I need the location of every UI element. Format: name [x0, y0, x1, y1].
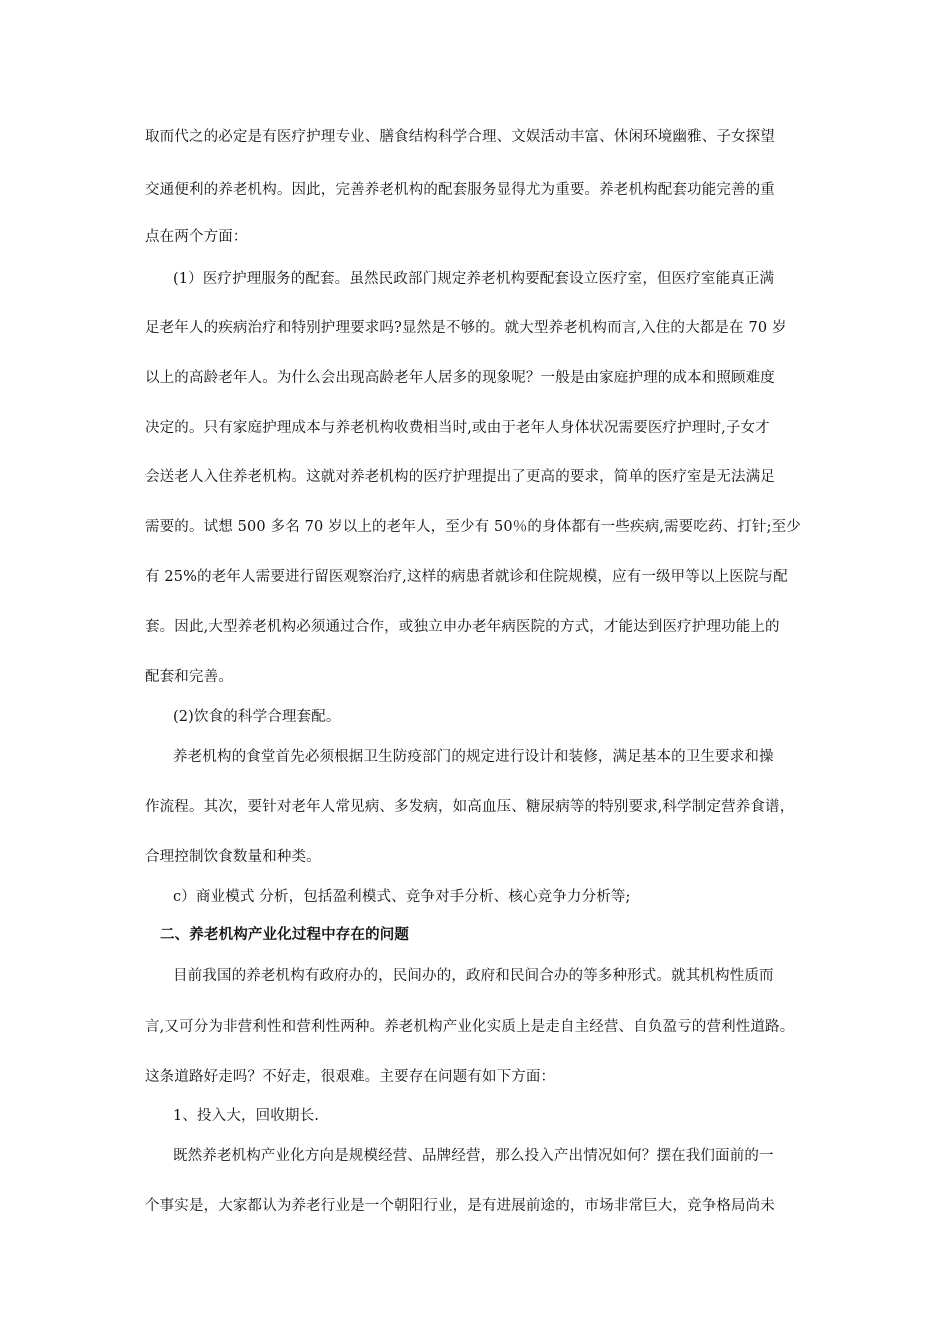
- paragraph-line: 取而代之的必定是有医疗护理专业、膳食结构科学合理、文娱活动丰富、休闲环境幽雅、子女探望: [145, 129, 775, 145]
- paragraph-line: 交通便利的养老机构。因此，完善养老机构的配套服务显得尤为重要。养老机构配套功能完善的重: [145, 182, 775, 198]
- paragraph-line: 合理控制饮食数量和种类。: [145, 849, 321, 865]
- paragraph-line: 言,又可分为非营利性和营利性两种。养老机构产业化实质上是走自主经营、自负盈亏的营利性道路。: [145, 1019, 795, 1035]
- paragraph-line: 既然养老机构产业化方向是规模经营、品牌经营，那么投入产出情况如何？摆在我们面前的一: [173, 1148, 774, 1164]
- paragraph-line: (2)饮食的科学合理套配。: [173, 709, 341, 725]
- section-heading: 二、养老机构产业化过程中存在的问题: [160, 927, 410, 943]
- paragraph-line: 这条道路好走吗？不好走，很艰难。主要存在问题有如下方面：: [145, 1069, 556, 1085]
- paragraph-line: 养老机构的食堂首先必须根据卫生防疫部门的规定进行设计和装修，满足基本的卫生要求和操: [173, 749, 774, 765]
- paragraph-line: 以上的高龄老年人。为什么会出现高龄老年人居多的现象呢？一般是由家庭护理的成本和照顾难度: [145, 370, 775, 386]
- paragraph-line: (1）医疗护理服务的配套。虽然民政部门规定养老机构要配套设立医疗室，但医疗室能真正满: [173, 271, 775, 287]
- paragraph-line: 个事实是，大家都认为养老行业是一个朝阳行业，是有进展前途的，市场非常巨大，竞争格局尚未: [145, 1198, 775, 1214]
- paragraph-line: 套。因此,大型养老机构必须通过合作，或独立申办老年病医院的方式，才能达到医疗护理功能上的: [145, 619, 780, 635]
- paragraph-line: 点在两个方面：: [145, 229, 248, 245]
- paragraph-line: c）商业模式 分析，包括盈利模式、竞争对手分析、核心竞争力分析等;: [173, 889, 631, 905]
- paragraph-line: 作流程。其次，要针对老年人常见病、多发病，如高血压、糖尿病等的特别要求,科学制定营养食谱，: [145, 799, 795, 815]
- paragraph-line: 会送老人入住养老机构。这就对养老机构的医疗护理提出了更高的要求，简单的医疗室是无法满足: [145, 469, 775, 485]
- paragraph-line: 有 25%的老年人需要进行留医观察治疗,这样的病患者就诊和住院规模，应有一级甲等以上医院与配: [145, 569, 788, 585]
- paragraph-line: 决定的。只有家庭护理成本与养老机构收费相当时,或由于老年人身体状况需要医疗护理时,子女才: [145, 420, 770, 436]
- paragraph-line: 配套和完善。: [145, 669, 233, 685]
- paragraph-line: 需要的。试想 500 多名 70 岁以上的老年人，至少有 50％的身体都有一些疾病,需要吃药、打针;至少: [145, 519, 801, 535]
- paragraph-line: 目前我国的养老机构有政府办的，民间办的，政府和民间合办的等多种形式。就其机构性质而: [173, 968, 774, 984]
- paragraph-line: 足老年人的疾病治疗和特别护理要求吗?显然是不够的。就大型养老机构而言,入住的大都是在 70 岁: [145, 320, 787, 336]
- paragraph-line: 1、投入大，回收期长.: [173, 1108, 319, 1124]
